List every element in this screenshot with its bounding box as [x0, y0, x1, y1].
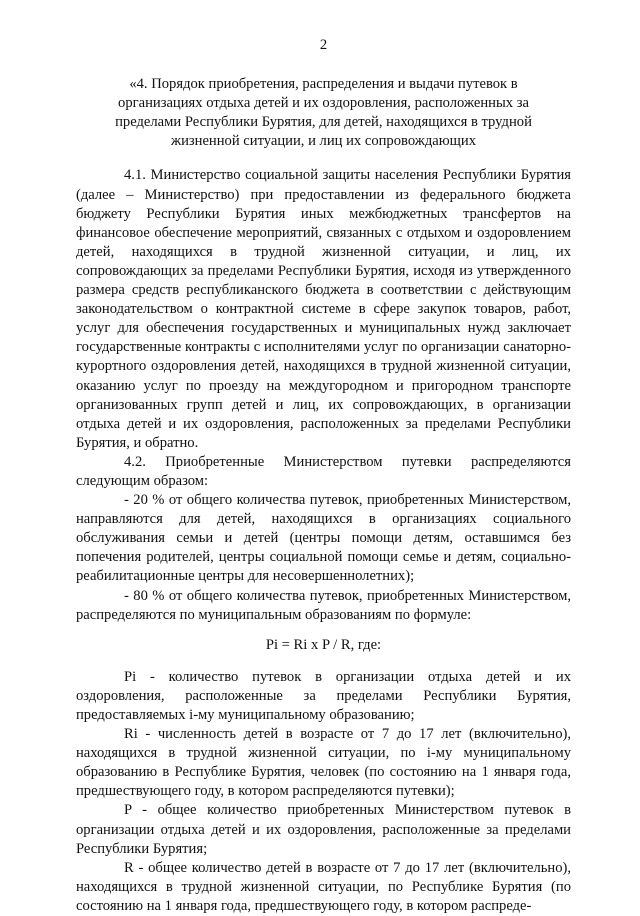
- paragraph-80-percent: - 80 % от общего количества путевок, приобретенных Министерством, распределяются по муниципальным образованиям по формуле:: [76, 587, 571, 623]
- definition-p: P - общее количество приобретенных Министерством путевок в организации отдыха детей и их оздоровления, расположенные за пределами Республики Бурятия;: [76, 802, 571, 857]
- section-heading: «4. Порядок приобретения, распределения и выдачи путевок в организациях отдыха детей и их оздоровления, расположенных за пределами Республики Бурятия, для детей, находящихся в трудной жизненной ситуации, и лиц их сопровождающих: [115, 76, 532, 150]
- paragraph-20-percent: - 20 % от общего количества путевок, приобретенных Министерством, направляются для детей, находящихся в организациях социального обслуживания семьи и детей (центры помощи детям, оставшимся без попечения родителей, центры социальной помощи семье и детям, социально-реабилитационные центры для несовершеннолетних);: [76, 492, 571, 585]
- definition-r: R - общее количество детей в возрасте от 7 до 17 лет (включительно), находящихся в трудной жизненной ситуации, по Республике Бурятия (по состоянию на 1 января года, предшествующего году, в котором распреде-: [76, 859, 571, 914]
- paragraph-4-2: 4.2. Приобретенные Министерством путевки распределяются следующим образом:: [76, 453, 571, 489]
- definition-ri: Ri - численность детей в возрасте от 7 до 17 лет (включительно), находящихся в трудной жизненной ситуации, по i-му муниципальному образованию в Республике Бурятия, человек (по состоянию на 1 января года, предшествующего году, в котором распределяются путевки);: [76, 726, 571, 800]
- definition-pi: Pi - количество путевок в организации отдыха детей и их оздоровления, расположенные за пределами Республики Бурятия, предоставляемых i-му муниципальному образованию;: [76, 668, 571, 723]
- distribution-formula: Pi = Ri x P / R, где:: [265, 636, 382, 653]
- page-number: 2: [319, 37, 328, 53]
- paragraph-4-1: 4.1. Министерство социальной защиты населения Республики Бурятия (далее – Министерство) при предоставлении из федерального бюджета бюджету Республики Бурятия иных межбюджетных трансфертов на финансовое обеспечение мероприятий, связанных с отдыхом и оздоровлением детей, находящихся в трудной жизненной ситуации, и лиц, их сопровождающих за пределами Республики Бурятия, исходя из утвержденного размера средств республиканского бюджета в соответствии с действующим законодательством о контрактной системе в сфере закупок товаров, работ, услуг для обеспечения государственных и муниципальных нужд заключает государственные контракты с исполнителями услуг по организации санаторно-курортного оздоровления детей, находящихся в трудной жизненной ситуации, оказанию услуг по проезду на междугородном и пригородном транспорте организованных групп детей и лиц, их сопровождающих, в организации отдыха детей и их оздоровления, расположенных за пределами Республики Бурятия, и обратно.: [76, 167, 571, 451]
